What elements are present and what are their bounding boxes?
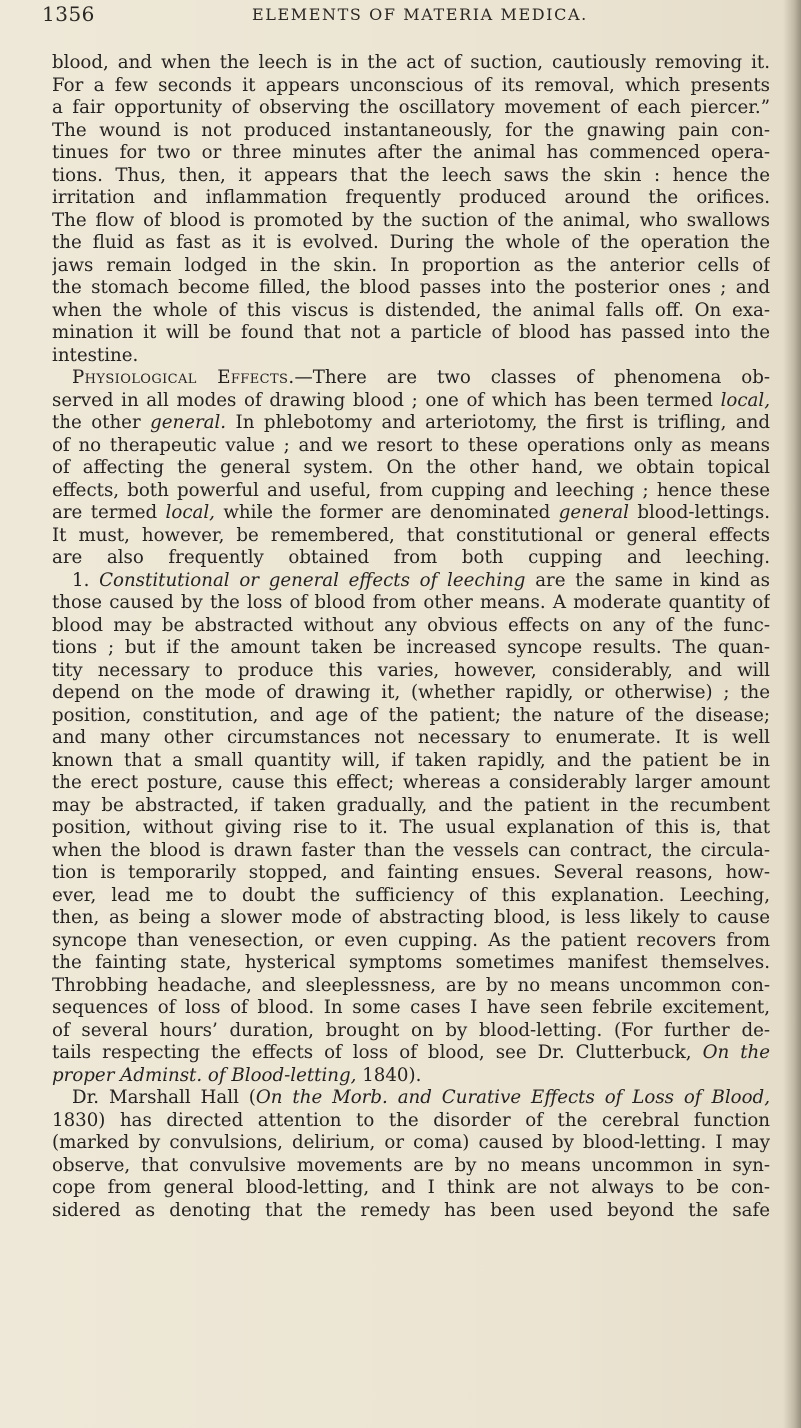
- text-run: may be abstracted, if taken gradually, and the patient in the recumbent: [52, 794, 770, 816]
- text-run: tails respecting the effects of loss of blood, see Dr. Clutterbuck,: [52, 1042, 703, 1063]
- text-line: [52, 480, 770, 503]
- italic-text: proper Adminst. of Blood-letting,: [52, 1064, 357, 1086]
- text-run: blood may be abstracted without any obvious effects on any of the func-: [52, 614, 770, 636]
- text-line: [52, 1200, 770, 1223]
- text-line: [52, 885, 770, 908]
- text-line: [52, 660, 770, 683]
- text-line: [52, 997, 770, 1020]
- text-line: [52, 930, 770, 953]
- text-line: [52, 142, 770, 165]
- text-run: (marked by convulsions, delirium, or coma) caused by blood-letting. I may: [52, 1132, 770, 1153]
- text-run: tions. Thus, then, it appears that the leech saws the skin : hence the: [52, 164, 770, 186]
- text-run: are termed: [52, 502, 166, 523]
- text-line: [52, 435, 770, 458]
- text-line: [52, 615, 770, 638]
- text-run: and many other circumstances not necessary to enumerate. It is well: [52, 727, 770, 748]
- italic-text: On the: [702, 1042, 770, 1063]
- text-run: those caused by the loss of blood from other means. A moderate quantity of: [52, 592, 770, 613]
- text-run: of affecting the general system. On the other hand, we obtain topical: [52, 457, 770, 478]
- text-line: [52, 1110, 770, 1133]
- text-line: [52, 727, 770, 750]
- text-run: mination it will be found that not a particle of blood has passed into the: [52, 322, 770, 343]
- text-run: cope from general blood-letting, and I think are not always to be con-: [52, 1177, 770, 1198]
- text-line: [52, 1155, 770, 1178]
- text-run: the other: [52, 412, 151, 433]
- text-run: The flow of blood is promoted by the suction of the animal, who swallows: [52, 209, 770, 231]
- text-run: a fair opportunity of observing the oscillatory movement of each piercer.”: [52, 97, 770, 118]
- text-run: It must, however, be remembered, that constitutional or general effects: [52, 524, 770, 546]
- text-run: sequences of loss of blood. In some cases I have seen febrile excitement,: [52, 997, 770, 1018]
- text-line: [52, 502, 770, 525]
- text-line: [52, 165, 770, 188]
- text-run: are also frequently obtained from both cupping and leeching.: [52, 547, 770, 568]
- italic-text: general: [558, 502, 629, 523]
- text-line: [52, 840, 770, 863]
- text-line: [52, 210, 770, 233]
- text-run: For a few seconds it appears unconscious of its removal, which presents: [52, 74, 770, 96]
- text-line: [52, 817, 770, 840]
- text-run: then, as being a slower mode of abstracting blood, is less likely to cause: [52, 907, 770, 928]
- text-line: [52, 682, 770, 705]
- text-line: [52, 345, 770, 368]
- text-run: served in all modes of drawing blood ; one of which has been termed: [52, 389, 721, 411]
- section-heading: Physiological Effects.: [72, 367, 295, 388]
- text-run: known that a small quantity will, if taken rapidly, and the patient be in: [52, 749, 770, 771]
- text-run: the fluid as fast as it is evolved. During the whole of the operation the: [52, 232, 770, 253]
- text-run: the stomach become filled, the blood passes into the posterior ones ; and: [52, 277, 770, 298]
- text-run: blood-lettings.: [628, 502, 770, 523]
- text-run: when the blood is drawn faster than the vessels can contract, the circula-: [52, 839, 770, 861]
- page-header: [42, 2, 782, 30]
- text-run: sidered as denoting that the remedy has been used beyond the safe: [52, 1199, 770, 1221]
- text-run: while the former are denominated: [214, 502, 559, 523]
- text-line: [52, 120, 770, 143]
- text-run: intestine.: [52, 344, 139, 366]
- text-run: position, without giving rise to it. The usual explanation of this is, that: [52, 817, 770, 838]
- text-run: In phlebotomy and arteriotomy, the first is trifling, and: [226, 412, 770, 433]
- text-line: [52, 1020, 770, 1043]
- text-run: depend on the mode of drawing it, (whether rapidly, or otherwise) ; the: [52, 682, 770, 703]
- italic-text: Constitutional or general effects of leeching: [99, 569, 526, 591]
- text-run: irritation and inflammation frequently produced around the orifices.: [52, 187, 770, 208]
- text-line: [52, 1132, 770, 1155]
- text-run: observe, that convulsive movements are by no means uncommon in syn-: [52, 1154, 770, 1176]
- page-edge-shadow: [783, 0, 801, 1428]
- body-text: [52, 52, 770, 1222]
- text-line: [52, 772, 770, 795]
- italic-text: local,: [720, 389, 770, 411]
- text-run: 1840).: [356, 1064, 422, 1086]
- text-run: position, constitution, and age of the patient; the nature of the disease;: [52, 704, 770, 726]
- text-line: [52, 232, 770, 255]
- text-run: of several hours’ duration, brought on by blood-letting. (For further de-: [52, 1019, 770, 1041]
- text-line: [52, 1087, 770, 1110]
- text-line: [52, 907, 770, 930]
- text-line: [52, 975, 770, 998]
- text-line: [52, 390, 770, 413]
- text-run: jaws remain lodged in the skin. In proportion as the anterior cells of: [52, 254, 770, 276]
- text-run: when the whole of this viscus is distended, the animal falls off. On exa-: [52, 299, 770, 321]
- text-line: [52, 1177, 770, 1200]
- running-head: ELEMENTS OF MATERIA MEDICA.: [252, 5, 588, 24]
- italic-text: On the Morb. and Curative Effects of Loss of Blood,: [255, 1087, 770, 1108]
- text-run: Dr. Marshall Hall (: [72, 1087, 256, 1108]
- text-line: [52, 750, 770, 773]
- text-run: 1.: [72, 569, 100, 591]
- text-run: blood, and when the leech is in the act of suction, cautiously removing it.: [52, 52, 770, 73]
- text-line: [52, 277, 770, 300]
- text-line: [52, 705, 770, 728]
- text-line: [52, 300, 770, 323]
- text-run: ever, lead me to doubt the sufficiency of this explanation. Leeching,: [52, 884, 770, 906]
- text-run: Throbbing headache, and sleeplessness, are by no means uncommon con-: [52, 974, 770, 996]
- text-run: tions ; but if the amount taken be increased syncope results. The quan-: [52, 637, 770, 658]
- text-line: [52, 322, 770, 345]
- text-line: [52, 795, 770, 818]
- text-line: [52, 97, 770, 120]
- text-run: tinues for two or three minutes after the animal has commenced opera-: [52, 142, 770, 163]
- text-line: [52, 367, 770, 390]
- text-line: [52, 75, 770, 98]
- text-run: are the same in kind as: [525, 569, 770, 591]
- text-line: [52, 1065, 770, 1088]
- italic-text: local,: [165, 502, 215, 523]
- text-run: the erect posture, cause this effect; whereas a considerably larger amount: [52, 772, 770, 793]
- text-line: [52, 637, 770, 660]
- text-run: syncope than venesection, or even cupping. As the patient recovers from: [52, 929, 770, 951]
- text-line: [52, 52, 770, 75]
- text-run: of no therapeutic value ; and we resort to these operations only as means: [52, 434, 770, 456]
- text-line: [52, 187, 770, 210]
- text-line: [52, 952, 770, 975]
- text-run: effects, both powerful and useful, from cupping and leeching ; hence these: [52, 479, 770, 501]
- text-line: [52, 412, 770, 435]
- text-line: [52, 547, 770, 570]
- text-line: [52, 255, 770, 278]
- text-run: 1830) has directed attention to the disorder of the cerebral function: [52, 1109, 770, 1131]
- text-line: [52, 570, 770, 593]
- text-run: tity necessary to produce this varies, however, considerably, and will: [52, 659, 770, 681]
- text-line: [52, 592, 770, 615]
- text-line: [52, 1042, 770, 1065]
- text-run: tion is temporarily stopped, and fainting ensues. Several reasons, how-: [52, 862, 770, 883]
- text-line: [52, 862, 770, 885]
- text-line: [52, 457, 770, 480]
- text-line: [52, 525, 770, 548]
- text-run: The wound is not produced instantaneously, for the gnawing pain con-: [52, 119, 770, 141]
- italic-text: general.: [150, 412, 227, 433]
- text-run: —There are two classes of phenomena ob-: [294, 367, 770, 388]
- page-number: 1356: [42, 2, 95, 26]
- text-run: the fainting state, hysterical symptoms sometimes manifest themselves.: [52, 952, 770, 973]
